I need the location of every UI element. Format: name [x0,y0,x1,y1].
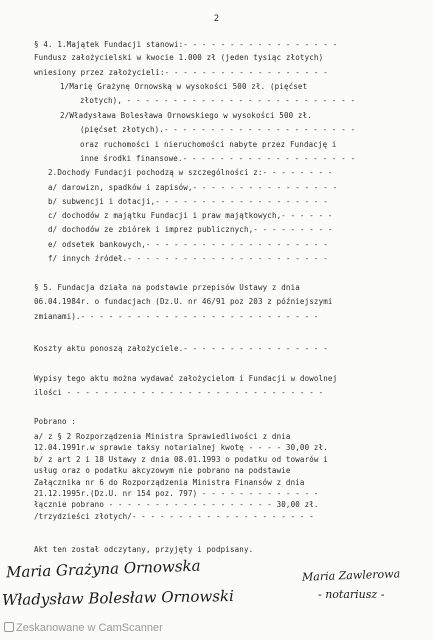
text-line: (pięćset złotych).- - - - - - - - - - - - - - - - - - - - - [80,125,356,134]
text-line: 12.04.1991r.w sprawie taksy notarialnej kwotę - - - - 30,00 zł. [34,443,328,452]
page-number: 2 [213,14,220,24]
text-line: 21.12.1995r.(Dz.U. nr 154 poz. 797) - - - - - - - - - - - - - [34,489,319,498]
text-line: a/ z § 2 Rozporządzenia Ministra Sprawiedliwości z dnia [34,432,291,441]
signature: - notariusz - [318,588,385,601]
text-line: Załącznika nr 6 do Rozporządzenia Ministra Finansów z dnia [34,478,305,487]
text-line: ilości - - - - - - - - - - - - - - - - - - - - - - - - - - - - [34,388,324,397]
signature: Władysław Bolesław Ornowski [1,586,234,610]
text-line: łącznie pobrano - - - - - - - - - - - - - - - - - - 30,00 zł. [34,500,319,509]
text-line: wniesiony przez założycieli:- - - - - - - - - - - - - - - - - - [34,68,328,77]
text-line: b/ z art 2 i 18 Ustawy z dnia 08.01.1993 o podatku od towarów i [34,455,328,464]
watermark [4,622,163,634]
text-line: Koszty aktu ponoszą założyciele.- - - - - - - - - - - - - - - - [34,344,328,353]
text-line: zmianami).- - - - - - - - - - - - - - - - - - - - - - - - - - [34,312,319,321]
text-line: Fundusz założycielski w kwocie 1.000 zł (jeden tysiąc złotych) [34,53,324,62]
text-line: § 4. 1.Majątek Fundacji stanowi:- - - - - - - - - - - - - - - - - [34,40,338,49]
text-line: /trzydzieści złotych/- - - - - - - - - - - - - - - - - - - - [34,512,314,521]
text-line: inne środki finansowe.- - - - - - - - - - - - - - - - - - - [80,154,356,163]
signature: Maria Zawlerowa [301,567,401,584]
text-line: d/ dochodów ze zbiórek i imprez publicznych,- - - - - - - - - [48,225,333,234]
text-line: 1/Marię Grażynę Ornowską w wysokości 500 zł. (pięćset [60,82,308,91]
text-line: 2/Władysława Bolesława Ornowskiego w wysokości 500 zł. [60,111,312,120]
text-line: a/ darowizn, spadków i zapisów,- - - - - - - - - - - - - - - - [48,183,338,192]
text-line: Wypisy tego aktu można wydawać założycielom i Fundacji w dowolnej [34,374,338,383]
text-line: c/ dochodów z majątku Fundacji i praw majątkowych,- - - - - - [48,211,333,220]
text-line: oraz ruchomości i nieruchomości nabyte przez Fundację i [80,140,337,149]
text-line: Pobrano : [34,417,76,426]
text-line: 06.04.1984r. o fundacjach (Dz.U. nr 46/91 poz 203 z późniejszymi [34,297,333,306]
text-line: § 5. Fundacja działa na podstawie przepisów Ustawy z dnia [34,283,300,292]
watermark-text: Zeskanowane w CamScanner [16,622,163,634]
text-line: 2.Dochody Fundacji pochodzą w szczególności z:- - - - - - - - [48,168,333,177]
text-line: b/ subwencji i dotacji,- - - - - - - - - - - - - - - - - - - [48,197,328,206]
text-line: usług oraz o podatku akcyzowym nie pobrano na podstawie [34,466,291,475]
text-line: Akt ten został odczytany, przyjęty i podpisany. [34,545,254,554]
text-line: f/ innych źródeł.- - - - - - - - - - - - - - - - - - - - - - [48,254,328,263]
text-line: e/ odsetek bankowych,- - - - - - - - - - - - - - - - - - - - [48,240,328,249]
text-line: złotych), - - - - - - - - - - - - - - - - - - - - - - - - - [80,96,356,105]
signature: Maria Grażyna Ornowska [5,556,201,582]
scanner-icon [4,622,14,632]
